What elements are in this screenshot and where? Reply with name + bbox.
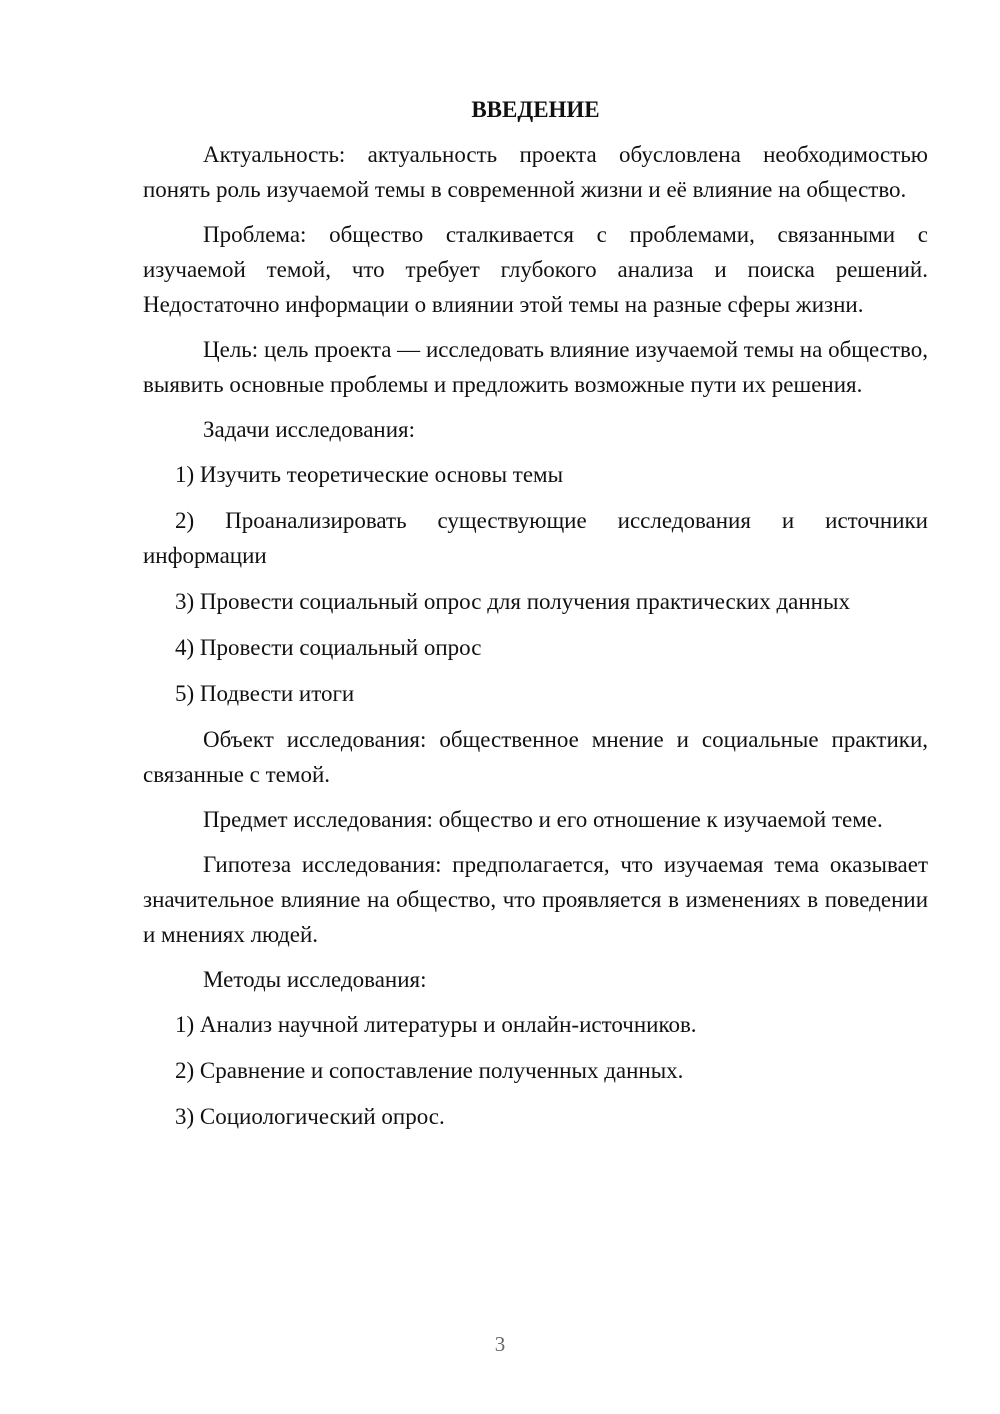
task-item: 5) Подвести итоги — [175, 681, 355, 706]
page-content — [143, 92, 928, 1145]
hypothesis-paragraph: Гипотеза исследования: предполагается, что изучаемая тема оказывает значительное влияние на общество, что проявляется в изменениях в поведении и мнениях людей. — [143, 852, 928, 947]
problem-paragraph: Проблема: общество сталкивается с проблемами, связанными с изучаемой темой, что требует глубокого анализа и поиска решений. Недостаточно информации о влиянии этой темы на разные сферы жизни. — [143, 222, 928, 317]
task-item: 4) Провести социальный опрос — [175, 635, 482, 660]
task-item: 1) Изучить теоретические основы темы — [175, 462, 564, 487]
subject-paragraph: Предмет исследования: общество и его отношение к изучаемой теме. — [203, 807, 883, 832]
methods-heading: Методы исследования: — [203, 967, 427, 992]
task-item: 2) Проанализировать существующие исследования и источники информации — [143, 508, 928, 568]
method-item: 3) Социологический опрос. — [175, 1104, 445, 1129]
relevance-paragraph: Актуальность: актуальность проекта обусловлена необходимостью понять роль изучаемой темы в современной жизни и её влияние на общество. — [143, 142, 928, 202]
page-number: 3 — [494, 1332, 506, 1356]
goal-paragraph: Цель: цель проекта — исследовать влияние изучаемой темы на общество, выявить основные проблемы и предложить возможные пути их решения. — [143, 337, 928, 397]
task-item: 3) Провести социальный опрос для получения практических данных — [175, 589, 850, 614]
method-item: 1) Анализ научной литературы и онлайн-источников. — [175, 1012, 697, 1037]
tasks-heading: Задачи исследования: — [203, 417, 416, 442]
section-title: ВВЕДЕНИЕ — [471, 97, 600, 122]
object-paragraph: Объект исследования: общественное мнение и социальные практики, связанные с темой. — [143, 727, 928, 787]
method-item: 2) Сравнение и сопоставление полученных данных. — [175, 1058, 684, 1083]
